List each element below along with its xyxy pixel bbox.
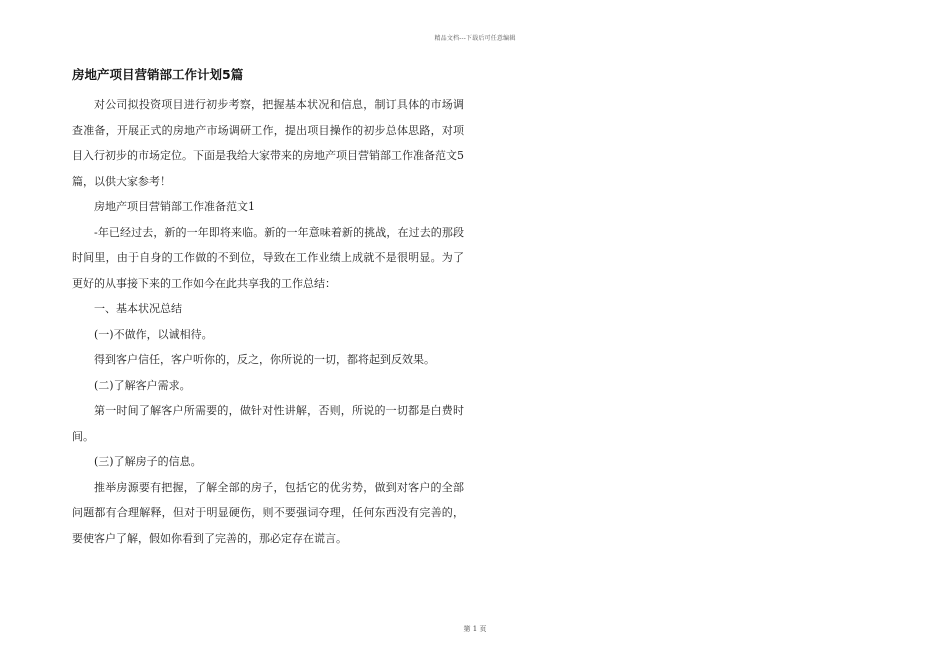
- paragraph-item-2-title: (二)了解客户需求。: [94, 378, 191, 392]
- paragraph-intro: 对公司拟投资项目进行初步考察，把握基本状况和信息，制订具体的市场调查准备，开展正式的房地产市场调研工作，提出项目操作的初步总体思路，对项目入行初步的市场定位。下面是我给大家带来的房地产项目营销部工作准备范文5篇，以供大家参考！: [72, 98, 464, 188]
- paragraph-item-1-body: 得到客户信任，客户听你的，反之，你所说的一切，都将起到反效果。: [94, 353, 435, 366]
- page-number: 第 1 页: [463, 625, 487, 633]
- paragraph-item-1-title: (一)不做作，以诚相待。: [94, 327, 213, 341]
- document-body: [72, 68, 464, 551]
- paragraph-section-heading: 房地产项目营销部工作准备范文1: [94, 200, 255, 213]
- page-header: 精品文档---下载后可任意编辑: [434, 35, 516, 42]
- paragraph-basic-summary: 一、基本状况总结: [94, 302, 182, 315]
- paragraph-item-3-title: (三)了解房子的信息。: [94, 455, 202, 468]
- paragraph-item-2-body: 第一时间了解客户所需要的，做针对性讲解，否则，所说的一切都是白费时间。: [72, 404, 464, 443]
- document-title: 房地产项目营销部工作计划5篇: [72, 67, 244, 82]
- paragraph-item-3-body: 推举房源要有把握，了解全部的房子，包括它的优劣势，做到对客户的全部问题都有合理解释，但对于明显硬伤，则不要强词夺理，任何东西没有完善的，要使客户了解，假如你看到了完善的，那必定存在谎言。: [72, 480, 464, 545]
- paragraph-summary-intro: -年已经过去，新的一年即将来临。新的一年意味着新的挑战，在过去的那段时间里，由于自身的工作做的不到位，导致在工作业绩上成就不是很明显。为了更好的从事接下来的工作如今在此共享我的工作总结：: [72, 225, 464, 290]
